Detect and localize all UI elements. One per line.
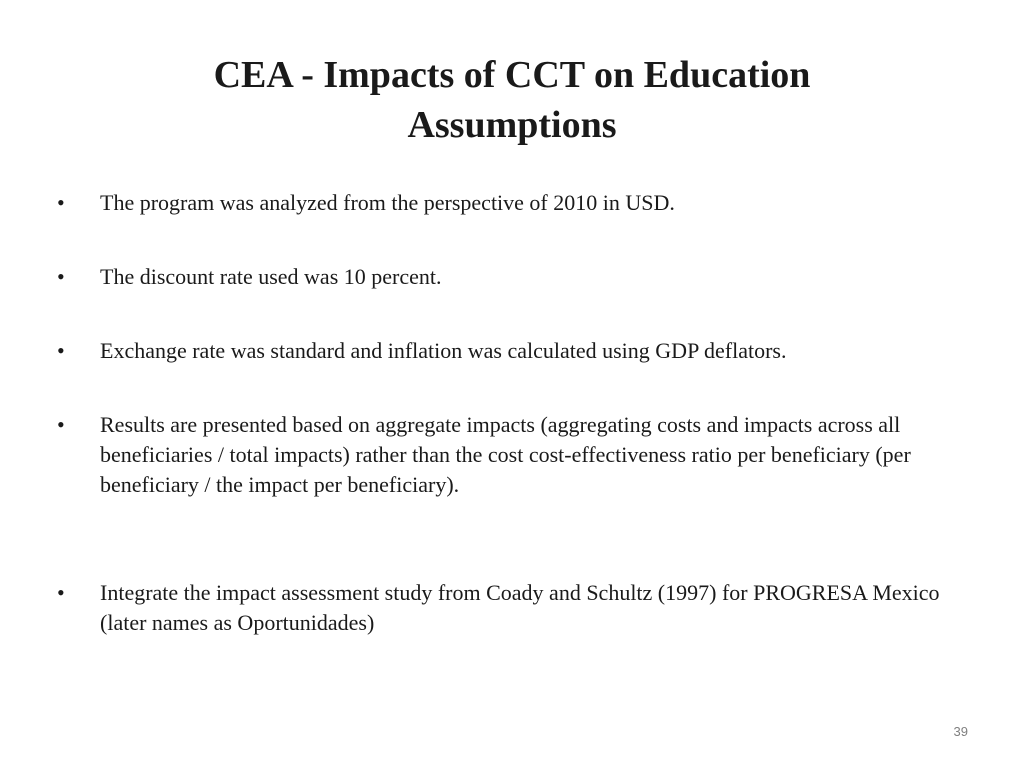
bullet-text: Exchange rate was standard and inflation was calculated using GDP deflators. — [100, 338, 787, 363]
bullet-icon: • — [57, 338, 65, 363]
bullet-icon: • — [57, 580, 65, 605]
bullet-icon: • — [57, 190, 65, 215]
page-number: 39 — [953, 724, 968, 739]
bullet-icon: • — [57, 264, 65, 289]
bullet-text: The program was analyzed from the perspective of 2010 in USD. — [100, 190, 675, 215]
bullet-text: Results are presented based on aggregate impacts (aggregating costs and impacts across all beneficiaries / total impacts) rather than the cost cost-effectiveness ratio per beneficiary (per beneficiary / the impact per beneficiary). — [100, 412, 911, 497]
bullet-icon: • — [57, 412, 65, 437]
slide-title — [100, 50, 924, 150]
slide-title-line-1: CEA - Impacts of CCT on Education — [213, 54, 811, 96]
bullet-text: Integrate the impact assessment study from Coady and Schultz (1997) for PROGRESA Mexico (later names as Oportunidades) — [100, 580, 940, 635]
bullet-text: The discount rate used was 10 percent. — [100, 264, 442, 289]
slide-title-line-2: Assumptions — [407, 104, 617, 146]
